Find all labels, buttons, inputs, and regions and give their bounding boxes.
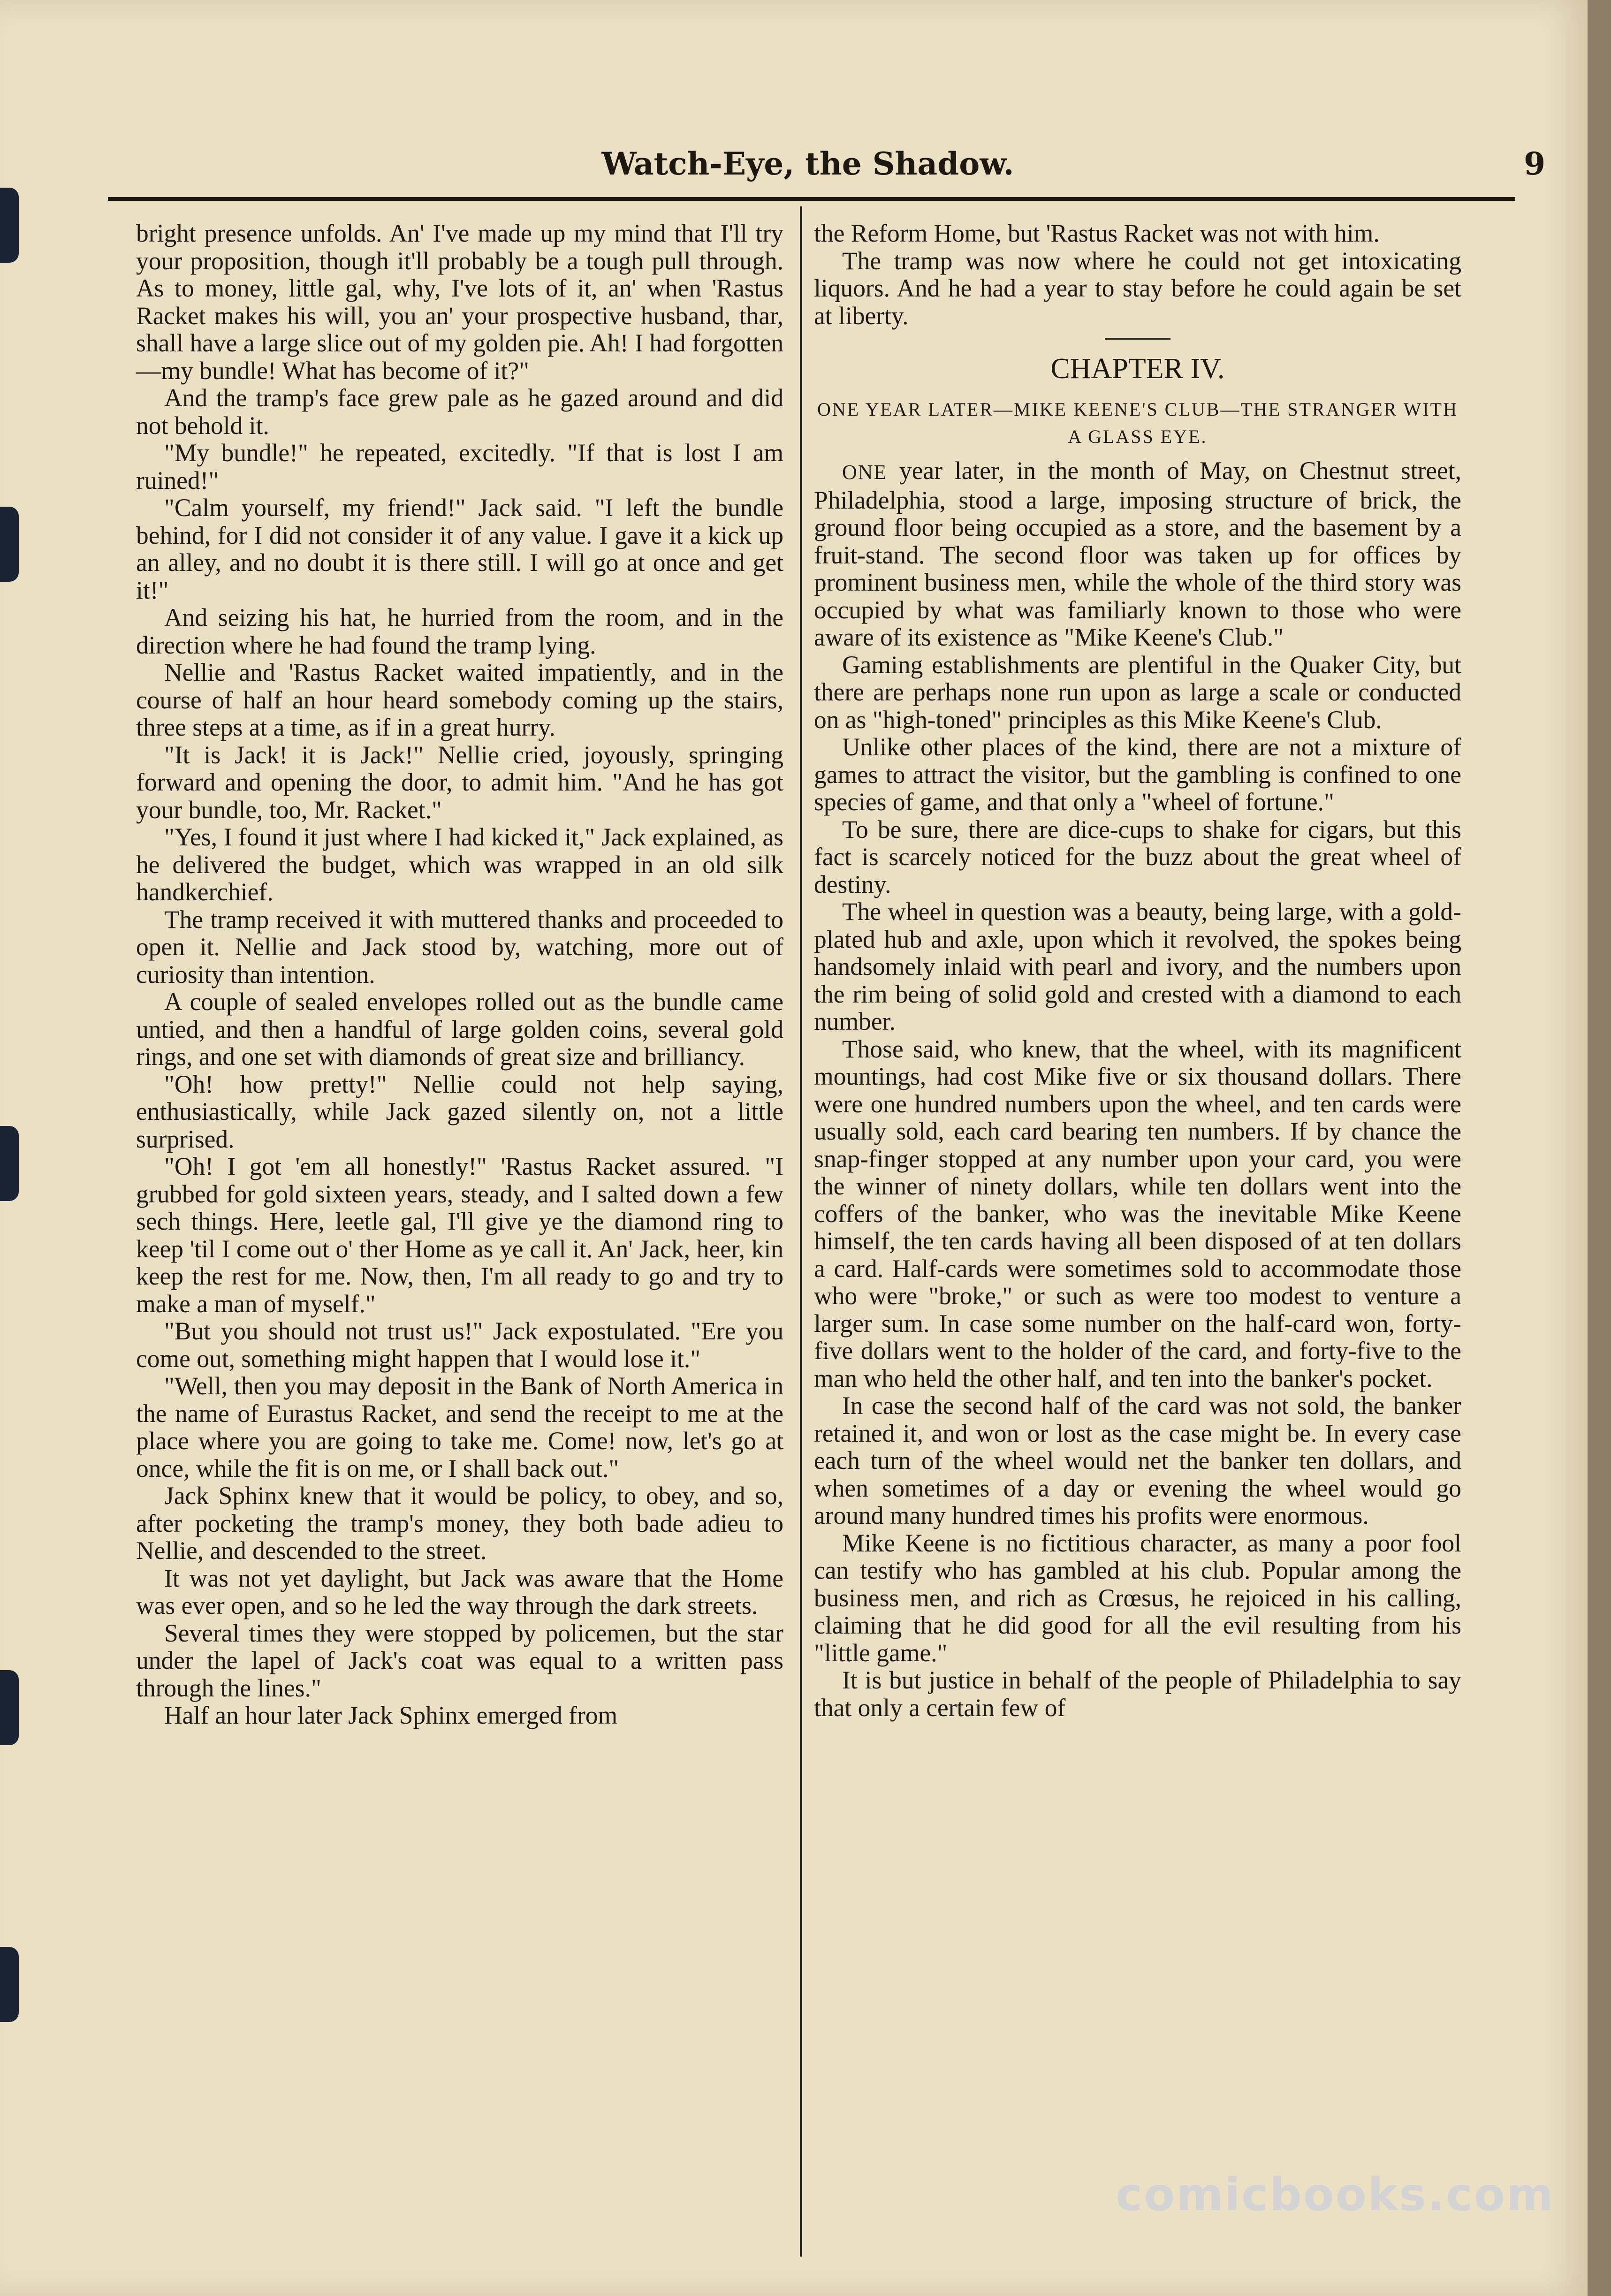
paragraph: A couple of sealed envelopes rolled out as the bundle came untied, and then a handful of large golden coins, several gold rings, and one set with diamonds of great size and brilliancy. [136,988,783,1071]
paragraph: The tramp was now where he could not get intoxicating liquors. And he had a year to stay before he could again be set at liberty. [814,246,1461,330]
chapter-opening-paragraph [814,457,1461,651]
paragraph: Gaming establishments are plentiful in the Quaker City, but there are perhaps none run upon as large a scale or conducted on as "high-toned" principles as this Mike Keene's Club. [814,650,1461,734]
paragraph: It was not yet daylight, but Jack was aware that the Home was ever open, and so he led the way through the dark streets. [136,1564,783,1619]
chapter-subtitle: ONE YEAR LATER—MIKE KEENE'S CLUB—THE STRANGER WITH A GLASS EYE. [817,399,1458,447]
chapter-title: CHAPTER IV. [1050,353,1225,385]
paragraph: "Calm yourself, my friend!" Jack said. "I left the bundle behind, for I did not consider it of any value. I gave it a kick up an alley, and no doubt it is there still. I will go at once and get it!" [136,494,783,604]
page-number: 9 [1524,145,1545,182]
opening-smallcaps: ONE [842,461,888,484]
paragraph: In case the second half of the card was not sold, the banker retained it, and won or lost as the case might be. In every case each turn of the wheel would net the banker ten dollars, and when sometimes of a day or evening the wheel would go around many hundred times his profits were enormous. [814,1391,1461,1529]
paragraph: Mike Keene is no fictitious character, as many a poor fool can testify who has gambled at his club. Popular among the business men, and rich as Crœsus, he rejoiced in his calling, claiming that he did good for all the evil resulting from his "little game." [814,1528,1461,1667]
binding-staple-hole [0,188,19,263]
page-edge-shadow [1588,0,1611,2296]
paragraph: "But you should not trust us!" Jack expostulated. "Ere you come out, something might happen that I would lose it." [136,1317,783,1373]
header-rule [108,197,1515,201]
paragraph: It is but justice in behalf of the people of Philadelphia to say that only a certain few of [814,1666,1461,1722]
section-rule [1105,338,1170,340]
paragraph: "Yes, I found it just where I had kicked it," Jack explained, as he delivered the budget, which was wrapped in an old silk handkerchief. [136,823,783,906]
paragraph: "Oh! I got 'em all honestly!" 'Rastus Racket assured. "I grubbed for gold sixteen years, steady, and I salted down a few sech things. Here, leetle gal, I'll give ye the diamond ring to keep 'til I come out o' ther Home as ye call it. An' Jack, heer, kin keep the rest for me. Now, then, I'm all ready to go and try to make a man of myself." [136,1152,783,1318]
paragraph: And the tramp's face grew pale as he gazed around and did not behold it. [136,384,783,440]
paragraph: Jack Sphinx knew that it would be policy, to obey, and so, after pocketing the tramp's money, they both bade adieu to Nellie, and descended to the street. [136,1482,783,1565]
binding-staple-hole [0,1670,19,1745]
paragraph: Those said, who knew, that the wheel, with its magnificent mountings, had cost Mike five or six thousand dollars. There were one hundred numbers upon the wheel, and ten cards were usually sold, each card bearing ten numbers. If by chance the snap-finger stopped at any number upon your card, you were the winner of ninety dollars, while ten dollars went into the coffers of the banker, who was the inevitable Mike Keene himself, the ten cards having all been disposed of at ten dollars a card. Half-cards were sometimes sold to accommodate those who were "broke," or such as were too modest to venture a larger sum. In case some number on the half-card won, forty-five dollars went to the holder of the card, and forty-five to the man who held the other half, and ten into the banker's pocket. [814,1034,1461,1392]
paragraph: "Oh! how pretty!" Nellie could not help saying, enthusiastically, while Jack gazed silently on, not a little surprised. [136,1070,783,1153]
binding-staple-hole [0,1947,19,2022]
paragraph: the Reform Home, but 'Rastus Racket was not with him. [814,219,1380,247]
right-column [814,220,1461,1721]
paragraph: bright presence unfolds. An' I've made up my mind that I'll try your proposition, though it'll probably be a tough pull through. As to money, little gal, why, I've lots of it, an' when 'Rastus Racket makes his will, you an' your prospective husband, thar, shall have a large slice out of my golden pie. Ah! I had forgotten—my bundle! What has become of it?" [136,219,783,385]
paragraph: "Well, then you may deposit in the Bank of North America in the name of Eurastus Racket, and send the receipt to me at the place where you are going to take me. Come! now, let's go at once, while the fit is on me, or I shall back out." [136,1372,783,1483]
paragraph: Unlike other places of the kind, there are not a mixture of games to attract the visitor, but the gambling is confined to one species of game, and that only a "wheel of fortune." [814,733,1461,816]
column-divider [800,206,802,2257]
paragraph: Nellie and 'Rastus Racket waited impatiently, and in the course of half an hour heard somebody coming up the stairs, three steps at a time, as if in a great hurry. [136,658,783,741]
binding-staple-hole [0,1126,19,1201]
paragraph: The tramp received it with muttered thanks and proceeded to open it. Nellie and Jack stood by, watching, more out of curiosity than intention. [136,905,783,988]
binding-staple-hole [0,507,19,582]
paragraph: "It is Jack! it is Jack!" Nellie cried, joyously, springing forward and opening the door, to admit him. "And he has got your bundle, too, Mr. Racket." [136,740,783,824]
paragraph: To be sure, there are dice-cups to shake for cigars, but this fact is scarcely noticed for the buzz about the great wheel of destiny. [814,815,1461,898]
opening-text: year later, in the month of May, on Chestnut street, Philadelphia, stood a large, imposing structure of brick, the ground floor being occupied as a store, and the basement by a fruit-stand. The second floor was taken up for offices by prominent business men, while the whole of the third story was occupied by what was familiarly known to those who were aware of its existence as "Mike Keene's Club." [814,456,1461,651]
running-title: Watch-Eye, the Shadow. [601,145,1014,182]
page-header [47,141,1569,192]
paragraph: Several times they were stopped by policemen, but the star under the lapel of Jack's coat was equal to a written pass through the lines." [136,1619,783,1702]
paragraph: Half an hour later Jack Sphinx emerged from [164,1701,618,1729]
site-watermark: comicbooks.com [1116,2168,1555,2221]
paragraph: And seizing his hat, he hurried from the room, and in the direction where he had found the tramp lying. [136,603,783,659]
paragraph: "My bundle!" he repeated, excitedly. "If that is lost I am ruined!" [136,439,783,494]
paragraph: The wheel in question was a beauty, being large, with a gold-plated hub and axle, upon which it revolved, the spokes being handsomely inlaid with pearl and ivory, and the numbers upon the rim being of solid gold and crested with a diamond to each number. [814,897,1461,1035]
left-column [136,220,783,1729]
